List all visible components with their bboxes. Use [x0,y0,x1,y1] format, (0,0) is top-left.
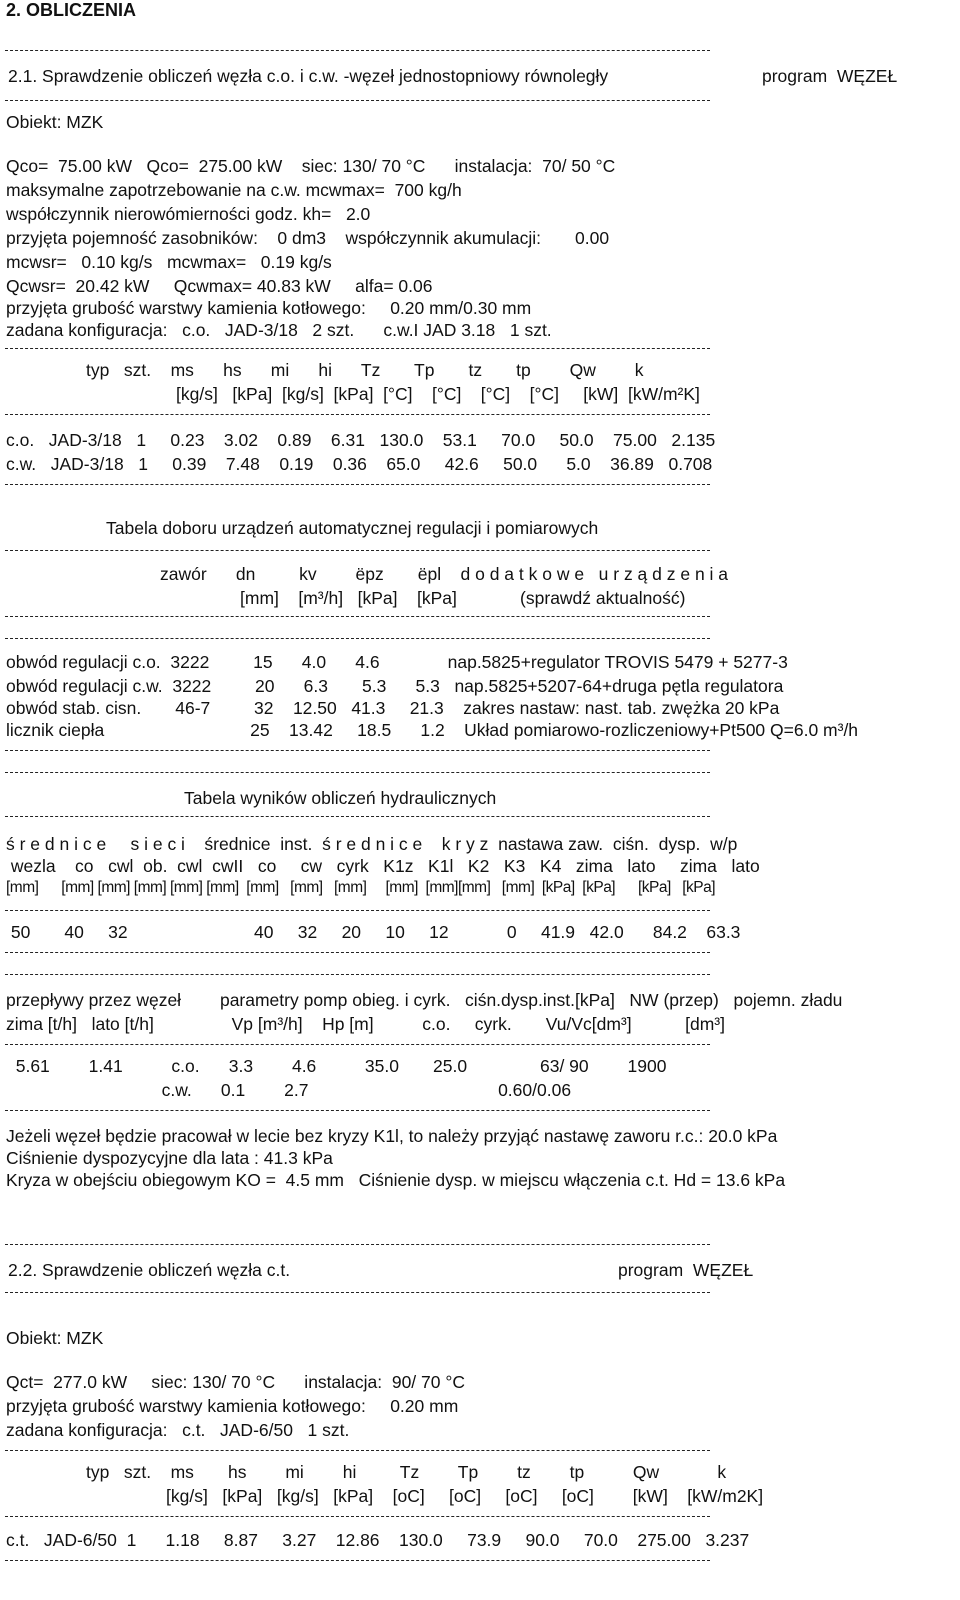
section-2-2-title: 2.2. Sprawdzenie obliczeń węzła c.t. [8,1260,291,1280]
param-line: maksymalne zapotrzebowanie na c.w. mcwmax= 700 kg/h [6,180,462,200]
dobor-header: zawór dn kv ëpz ëpl d o d a t k o w e u r z ą d z e n i a [160,564,729,584]
section-2-1-title: 2.1. Sprawdzenie obliczeń węzła c.o. i c.w. -węzeł jednostopniowy równoległy [8,66,609,86]
hydr-header-units: [mm] [mm] [mm] [mm] [mm] [mm] [mm] [mm] [mm] [mm] [mm][mm] [mm] [kPa] [kPa] [kPa] [kPa] [6,879,716,896]
dobor-row: obwód regulacji c.o. 3222 15 4.0 4.6 nap.5825+regulator TROVIS 5479 + 5277-3 [6,652,788,672]
param-line: Qct= 277.0 kW siec: 130/ 70 °C instalacja: 90/ 70 °C [6,1372,465,1392]
flow-row: c.w. 0.1 2.7 0.60/0.06 [6,1080,572,1100]
param-line: przyjęta pojemność zasobników: 0 dm3 współczynnik akumulacji: 0.00 [6,228,610,248]
table-header-units: [kg/s] [kPa] [kg/s] [kPa] [oC] [oC] [oC] [oC] [kW] [kW/m2K] [166,1486,764,1506]
dobor-header-units: [mm] [m³/h] [kPa] [kPa] (sprawdź aktualność) [240,588,686,608]
table-row: c.w. JAD-3/18 1 0.39 7.48 0.19 0.36 65.0 42.6 50.0 5.0 36.89 0.708 [6,454,713,474]
table-row: c.o. JAD-3/18 1 0.23 3.02 0.89 6.31 130.0 53.1 70.0 50.0 75.00 2.135 [6,430,716,450]
param-line: współczynnik nierowómierności godz. kh= 2.0 [6,204,371,224]
program-label: program WĘZEŁ [618,1260,754,1280]
dashed-rule [5,414,710,415]
dashed-rule [5,910,710,911]
dashed-rule [5,952,710,953]
param-line: mcwsr= 0.10 kg/s mcwmax= 0.19 kg/s [6,252,332,272]
hydr-title: Tabela wyników obliczeń hydraulicznych [184,788,497,808]
dashed-rule [5,1560,710,1561]
table-row: c.t. JAD-6/50 1 1.18 8.87 3.27 12.86 130.0 73.9 90.0 70.0 275.00 3.237 [6,1530,750,1550]
dobor-row: obwód regulacji c.w. 3222 20 6.3 5.3 5.3 nap.5825+5207-64+druga pętla regulatora [6,676,784,696]
param-line: zadana konfiguracja: c.o. JAD-3/18 2 szt. c.w.I JAD 3.18 1 szt. [6,320,552,340]
dashed-rule [5,1450,710,1451]
dobor-row: obwód stab. cisn. 46-7 32 12.50 41.3 21.3 zakres nastaw: nast. tab. zwężka 20 kPa [6,698,780,718]
table-header-units: [kg/s] [kPa] [kg/s] [kPa] [°C] [°C] [°C] [°C] [kW] [kW/m²K] [176,384,700,404]
param-line: zadana konfiguracja: c.t. JAD-6/50 1 szt. [6,1420,350,1440]
dobor-row: licznik ciepła 25 13.42 18.5 1.2 Układ pomiarowo-rozliczeniowy+Pt500 Q=6.0 m³/h [6,720,859,740]
dashed-rule [5,550,710,551]
hydr-row: 50 40 32 40 32 20 10 12 0 41.9 42.0 84.2 63.3 [6,922,741,942]
dashed-rule [5,616,710,617]
table-header: typ szt. ms hs mi hi Tz Tp tz tp Qw k [86,360,644,380]
param-line: Qcwsr= 20.42 kW Qcwmax= 40.83 kW alfa= 0.06 [6,276,433,296]
note-line: Kryza w obejściu obiegowym KO = 4.5 mm Ciśnienie dysp. w miejscu włączenia c.t. Hd = 13.6 kPa [6,1170,786,1190]
obiekt-label: Obiekt: MZK [6,1328,104,1348]
dashed-rule [5,100,710,101]
dashed-rule [5,1110,710,1111]
flow-row: 5.61 1.41 c.o. 3.3 4.6 35.0 25.0 63/ 90 1900 [6,1056,667,1076]
dashed-rule [5,974,710,975]
table-header: typ szt. ms hs mi hi Tz Tp tz tp Qw k [86,1462,727,1482]
dashed-rule [5,484,710,485]
flow-header: przepływy przez węzeł parametry pomp obieg. i cyrk. ciśn.dysp.inst.[kPa] NW (przep) pojemn. zładu [6,990,843,1010]
dashed-rule [5,638,710,639]
dobor-title: Tabela doboru urządzeń automatycznej regulacji i pomiarowych [106,518,599,538]
dashed-rule [5,1044,710,1045]
param-line: przyjęta grubość warstwy kamienia kotłowego: 0.20 mm [6,1396,459,1416]
obiekt-label: Obiekt: MZK [6,112,104,132]
section-title: 2. OBLICZENIA [6,0,137,20]
dashed-rule [5,348,710,349]
note-line: Ciśnienie dyspozycyjne dla lata : 41.3 kPa [6,1148,333,1168]
dashed-rule [5,750,710,751]
hydr-header: wezla co cwl ob. cwl cwII co cw cyrk K1z K1l K2 K3 K4 zima lato zima lato [6,856,760,876]
program-label: program WĘZEŁ [762,66,898,86]
param-line: przyjęta grubość warstwy kamienia kotłowego: 0.20 mm/0.30 mm [6,298,532,318]
note-line: Jeżeli węzeł będzie pracował w lecie bez kryzy K1l, to należy przyjąć nastawę zaworu r.c.: 20.0 kPa [6,1126,778,1146]
dashed-rule [5,1292,710,1293]
flow-header-units: zima [t/h] lato [t/h] Vp [m³/h] Hp [m] c.o. cyrk. Vu/Vc[dm³] [dm³] [6,1014,725,1034]
dashed-rule [5,1244,710,1245]
hydr-header: ś r e d n i c e s i e c i średnice inst. ś r e d n i c e k r y z nastawa zaw. ciśn. dysp. w/p [6,834,738,854]
dashed-rule [5,1516,710,1517]
dashed-rule [5,50,710,51]
param-line: Qco= 75.00 kW Qco= 275.00 kW siec: 130/ 70 °C instalacja: 70/ 50 °C [6,156,616,176]
dashed-rule [5,816,710,817]
dashed-rule [5,772,710,773]
